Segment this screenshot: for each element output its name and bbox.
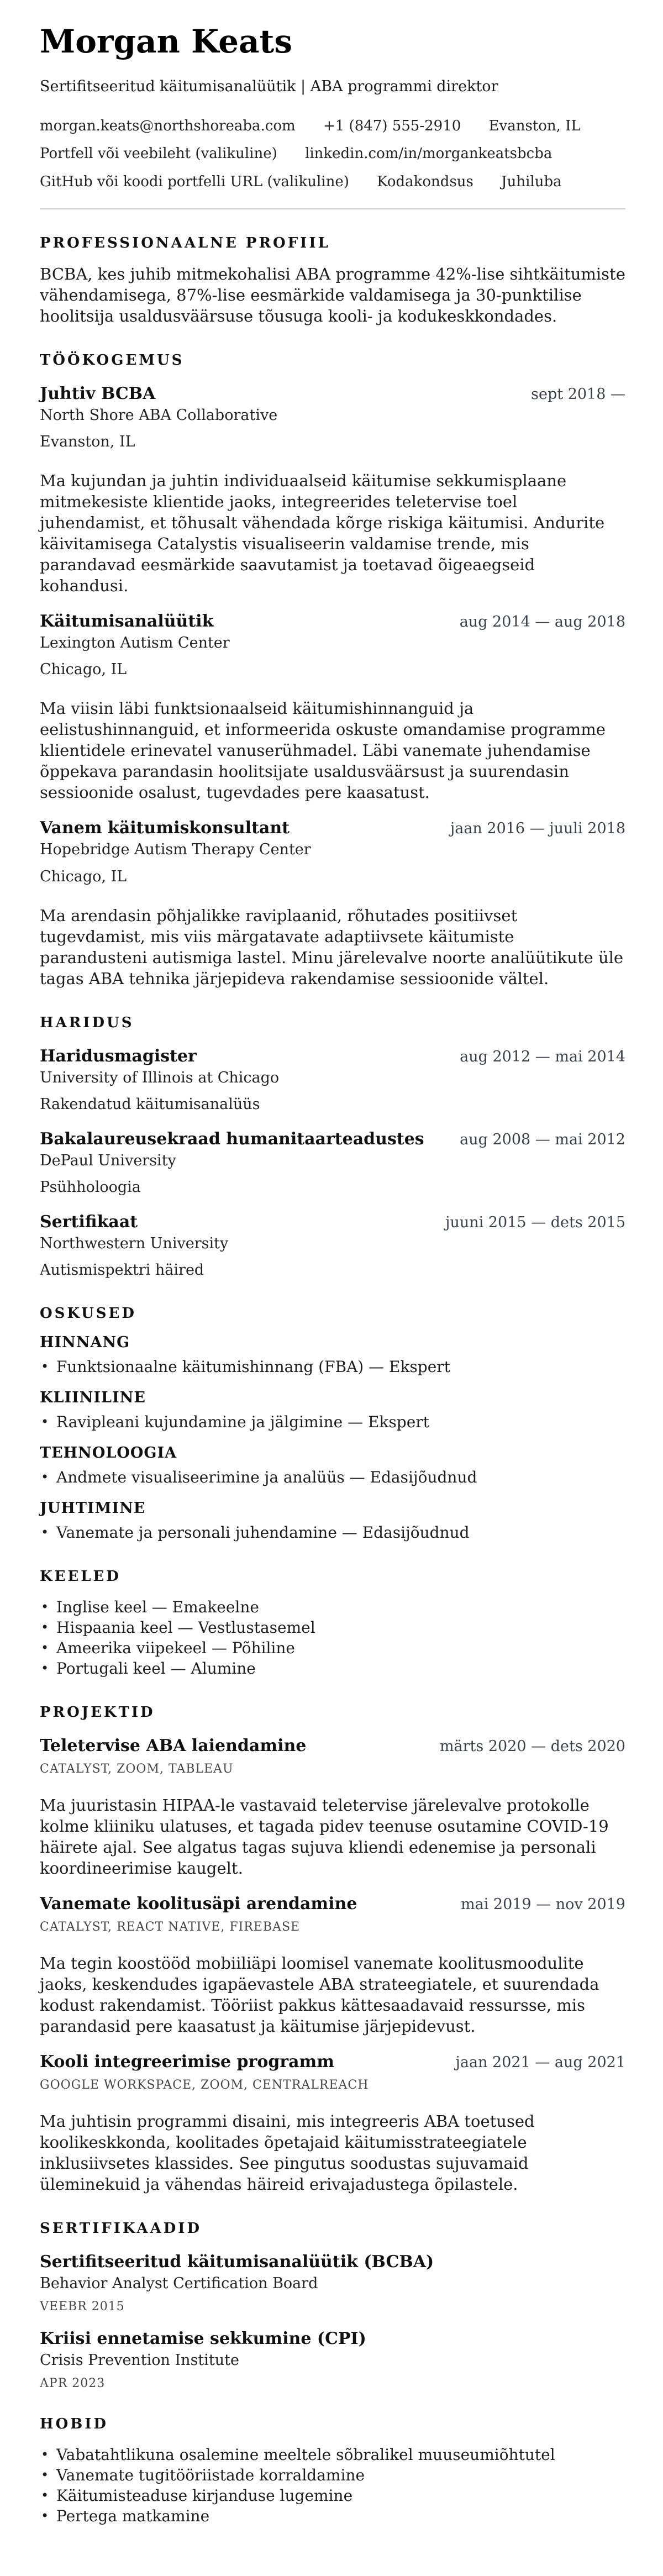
section-heading-hobbies: HOBID bbox=[40, 2416, 108, 2433]
hobby-item: • Vabatahtlikuna osalemine meeltele sõbralikel muuseumiõhtutel bbox=[40, 2444, 625, 2465]
linkedin-value: linkedin.com/in/morgankeatsbcba bbox=[305, 145, 552, 162]
portfolio-label: Portfell või veebileht (valikuline) bbox=[40, 145, 277, 162]
project-title: Vanemate koolitusäpi arendamine bbox=[40, 1894, 357, 1914]
project-description: Ma juhtisin programmi disaini, mis integreeris ABA toetused koolikeskkonda, koolitades õpetajaid käitumisstrateegiatele inklusiivsetes klassides. See pingutus soodustas sujuvamaid üleminekuid ja vähendas häireid erivajadustega õpilastele. bbox=[40, 2112, 535, 2194]
phone-value: +1 (847) 555-2910 bbox=[323, 117, 461, 134]
location-value: Evanston, IL bbox=[488, 117, 581, 134]
field-of-study: Psühholoogia bbox=[40, 1178, 141, 1196]
section-skills bbox=[40, 1305, 625, 1543]
education-item bbox=[40, 1211, 625, 1280]
certification-item bbox=[40, 2251, 625, 2314]
profile-summary: BCBA, kes juhib mitmekohalisi ABA programme 42%-lise sihtkäitumiste vähendamisega, 87%-lise eesmärkide valdamisega ja 30-punktilise hoolitsija usaldusväärsuse tõusuga kooli- ja kodukeskkondades. bbox=[40, 265, 625, 326]
skill-group bbox=[40, 1389, 625, 1432]
person-title: Sertifitseeritud käitumisanalüütik | ABA programmi direktor bbox=[40, 77, 498, 95]
section-heading-languages: KEELED bbox=[40, 1568, 121, 1585]
experience-item bbox=[40, 611, 625, 803]
job-location: Chicago, IL bbox=[40, 661, 127, 679]
github-label: GitHub või koodi portfelli URL (valikuline) bbox=[40, 174, 349, 191]
skill-group-name: KLIINILINE bbox=[40, 1389, 146, 1407]
language-item: • Hispaania keel — Vestlustasemel bbox=[40, 1617, 625, 1638]
section-certifications bbox=[40, 2220, 625, 2390]
skill-group bbox=[40, 1500, 625, 1543]
project-item bbox=[40, 2051, 625, 2195]
section-heading-experience: TÖÖKOGEMUS bbox=[40, 352, 185, 369]
hobby-item: • Käitumisteaduse kirjanduse lugemine bbox=[40, 2485, 625, 2506]
contact-row-3 bbox=[40, 173, 625, 192]
degree-title: Haridusmagister bbox=[40, 1046, 197, 1066]
certification-title: Sertifitseeritud käitumisanalüütik (BCBA) bbox=[40, 2252, 434, 2272]
section-heading-certifications: SERTIFIKAADID bbox=[40, 2220, 202, 2237]
project-tools: GOOGLE WORKSPACE, ZOOM, CENTRALREACH bbox=[40, 2078, 369, 2093]
language-item: • Inglise keel — Emakeelne bbox=[40, 1597, 625, 1617]
certification-item bbox=[40, 2328, 625, 2390]
person-name: Morgan Keats bbox=[40, 23, 293, 60]
section-profile bbox=[40, 235, 625, 327]
contact-row-1 bbox=[40, 117, 625, 136]
education-item bbox=[40, 1045, 625, 1114]
experience-item bbox=[40, 817, 625, 989]
job-company: North Shore ABA Collaborative bbox=[40, 407, 278, 424]
section-experience bbox=[40, 352, 625, 989]
job-location: Evanston, IL bbox=[40, 433, 135, 451]
degree-dates: juuni 2015 — dets 2015 bbox=[445, 1214, 625, 1232]
field-of-study: Autismispektri häired bbox=[40, 1261, 204, 1279]
job-dates: jaan 2016 — juuli 2018 bbox=[450, 820, 625, 838]
education-item bbox=[40, 1128, 625, 1197]
degree-dates: aug 2008 — mai 2012 bbox=[460, 1131, 625, 1148]
header-divider bbox=[40, 208, 625, 209]
job-description: Ma viisin läbi funktsionaalseid käitumishinnanguid ja eelistushinnanguid, et informeerida oskuste omandamise programme klientidele erinevatel vanuserühmadel. Läbi vanemate juhendamise õppekava parandasin hoolitsijate usaldusväärsust ja suurendasin sessioonide osalust, tugevdades pere kaasatust. bbox=[40, 699, 606, 802]
skill-group bbox=[40, 1334, 625, 1377]
certification-org: Behavior Analyst Certification Board bbox=[40, 2275, 318, 2293]
skill-group-name: HINNANG bbox=[40, 1334, 130, 1352]
section-projects bbox=[40, 1704, 625, 2195]
school-name: Northwestern University bbox=[40, 1235, 229, 1253]
job-title: Juhtiv BCBA bbox=[40, 384, 156, 404]
project-item bbox=[40, 1735, 625, 1879]
certification-date: VEEBR 2015 bbox=[40, 2300, 125, 2314]
school-name: University of Illinois at Chicago bbox=[40, 1069, 280, 1086]
job-location: Chicago, IL bbox=[40, 868, 127, 885]
degree-title: Bakalaureusekraad humanitaarteadustes bbox=[40, 1129, 424, 1149]
project-dates: jaan 2021 — aug 2021 bbox=[455, 2054, 625, 2072]
certification-title: Kriisi ennetamise sekkumine (CPI) bbox=[40, 2329, 366, 2349]
skill-group-name: TEHNOLOOGIA bbox=[40, 1444, 177, 1462]
certification-org: Crisis Prevention Institute bbox=[40, 2352, 239, 2369]
hobby-item: • Vanemate tugitööriistade korraldamine bbox=[40, 2465, 625, 2485]
skill-item: • Andmete visualiseerimine ja analüüs — Edasijõudnud bbox=[40, 1467, 625, 1487]
project-tools: CATALYST, ZOOM, TABLEAU bbox=[40, 1762, 234, 1776]
experience-item bbox=[40, 383, 625, 596]
section-languages bbox=[40, 1568, 625, 1679]
job-dates: aug 2014 — aug 2018 bbox=[459, 613, 625, 631]
skill-group-name: JUHTIMINE bbox=[40, 1500, 146, 1517]
certification-date: APR 2023 bbox=[40, 2377, 106, 2391]
field-of-study: Rakendatud käitumisanalüüs bbox=[40, 1095, 260, 1113]
project-tools: CATALYST, REACT NATIVE, FIREBASE bbox=[40, 1920, 301, 1934]
project-dates: mai 2019 — nov 2019 bbox=[461, 1896, 625, 1913]
degree-title: Sertifikaat bbox=[40, 1212, 138, 1232]
section-hobbies bbox=[40, 2416, 625, 2526]
citizenship-label: Kodakondsus bbox=[377, 174, 473, 191]
language-item: • Ameerika viipekeel — Põhiline bbox=[40, 1638, 625, 1658]
project-description: Ma juuristasin HIPAA-le vastavaid teletervise järelevalve protokolle kolme kliiniku ulatuses, et tagada pidev teenuse osutamine COVID-19 häirete ajal. See algatus tagas sujuva kliendi edenemise ja personali koordineerimise kaugelt. bbox=[40, 1796, 609, 1878]
skill-item: • Vanemate ja personali juhendamine — Edasijõudnud bbox=[40, 1522, 625, 1543]
contact-row-2 bbox=[40, 145, 625, 164]
language-item: • Portugali keel — Alumine bbox=[40, 1658, 625, 1679]
project-title: Teletervise ABA laiendamine bbox=[40, 1736, 307, 1756]
job-description: Ma arendasin põhjalikke raviplaanid, rõhutades positiivset tugevdamist, mis viis märgatavate adaptiivsete käitumiste parandusteni autismiga lastel. Minu järelevalve noorte analüütikute üle tagas ABA tehnika järjepideva rakendamise sessioonide vältel. bbox=[40, 906, 624, 988]
skill-group bbox=[40, 1444, 625, 1487]
section-heading-profile: PROFESSIONAALNE PROFIIL bbox=[40, 235, 330, 252]
job-title: Käitumisanalüütik bbox=[40, 612, 214, 632]
project-title: Kooli integreerimise programm bbox=[40, 2052, 335, 2072]
skill-item: • Funktsionaalne käitumishinnang (FBA) — Ekspert bbox=[40, 1357, 625, 1377]
school-name: DePaul University bbox=[40, 1152, 176, 1169]
job-company: Hopebridge Autism Therapy Center bbox=[40, 841, 311, 859]
skill-item: • Ravipleani kujundamine ja jälgimine — Ekspert bbox=[40, 1412, 625, 1432]
email-value: morgan.keats@northshoreaba.com bbox=[40, 117, 296, 134]
resume-header bbox=[40, 23, 625, 209]
project-dates: märts 2020 — dets 2020 bbox=[439, 1738, 625, 1755]
job-description: Ma kujundan ja juhtin individuaalseid käitumise sekkumisplaane mitmekesiste klientide jaoks, integreerides teletervise toel juhendamist, et tõhusalt vähendada kõrge riskiga käitumisi. Andurite käivitamisega Catalystis visualiseerin valdamise trende, mis parandavad eesmärkide saavutamist ja toetavad õigeaegseid kohandusi. bbox=[40, 471, 605, 596]
hobby-item: • Pertega matkamine bbox=[40, 2506, 625, 2526]
section-heading-projects: PROJEKTID bbox=[40, 1704, 155, 1721]
degree-dates: aug 2012 — mai 2014 bbox=[460, 1048, 625, 1065]
project-description: Ma tegin koostööd mobiiliäpi loomisel vanemate koolitusmoodulite jaoks, keskendudes igapäevastele ABA strateegiatele, et suurendada kodust rakendamist. Tööriist pakkus kättesaadavaid ressursse, mis parandasid pere kaasatust ja käitumise järjepidevust. bbox=[40, 1954, 599, 2036]
section-heading-education: HARIDUS bbox=[40, 1014, 134, 1031]
job-company: Lexington Autism Center bbox=[40, 634, 230, 652]
drivers-license-label: Juhiluba bbox=[501, 174, 562, 191]
section-heading-skills: OSKUSED bbox=[40, 1305, 136, 1322]
job-title: Vanem käitumiskonsultant bbox=[40, 818, 290, 838]
project-item bbox=[40, 1893, 625, 2037]
section-education bbox=[40, 1014, 625, 1280]
job-dates: sept 2018 — bbox=[531, 386, 625, 403]
